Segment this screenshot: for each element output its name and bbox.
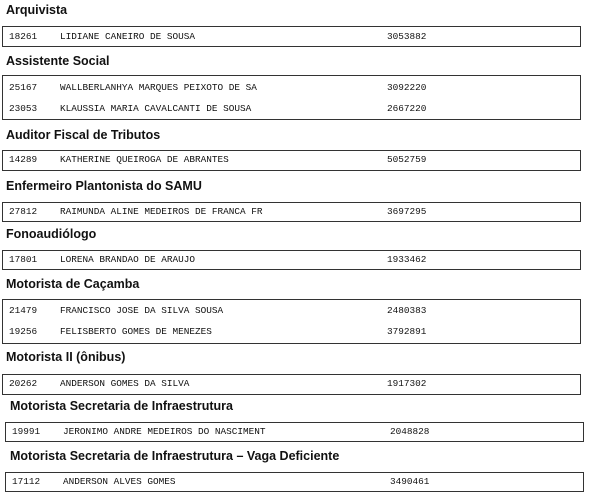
results-box-auditor-fiscal	[2, 150, 581, 171]
candidate-id: 23053	[9, 103, 38, 114]
results-box-enfermeiro-samu	[2, 202, 581, 222]
candidate-id: 19991	[12, 426, 41, 437]
section-title-arquivista: Arquivista	[6, 3, 68, 17]
results-box-motorista-onibus	[2, 374, 581, 395]
candidate-id: 20262	[9, 378, 38, 389]
candidate-number: 3092220	[387, 82, 427, 93]
candidate-name: KATHERINE QUEIROGA DE ABRANTES	[60, 154, 229, 165]
section-title-motorista-infraestrutura-deficiente: Motorista Secretaria de Infraestrutura – Vaga Deficiente	[10, 449, 340, 463]
section-title-assistente-social: Assistente Social	[6, 54, 110, 68]
results-box-assistente-social	[2, 75, 581, 120]
results-box-motorista-infraestrutura	[5, 422, 584, 442]
table-row	[3, 203, 580, 221]
candidate-number: 3490461	[390, 476, 430, 487]
candidate-name: LORENA BRANDAO DE ARAUJO	[60, 254, 196, 265]
candidate-number: 3697295	[387, 206, 427, 217]
candidate-name: KLAUSSIA MARIA CAVALCANTI DE SOUSA	[60, 103, 252, 114]
candidate-id: 27812	[9, 206, 38, 217]
candidate-name: JERONIMO ANDRE MEDEIROS DO NASCIMENT	[63, 426, 266, 437]
candidate-number: 1933462	[387, 254, 427, 265]
candidate-id: 18261	[9, 31, 38, 42]
candidate-name: ANDERSON GOMES DA SILVA	[60, 378, 190, 389]
table-row	[6, 423, 583, 441]
table-row	[6, 473, 583, 491]
table-row	[3, 251, 580, 269]
candidate-id: 14289	[9, 154, 38, 165]
table-row	[3, 28, 580, 46]
candidate-name: FRANCISCO JOSE DA SILVA SOUSA	[60, 305, 224, 316]
table-row	[3, 375, 580, 393]
candidate-id: 25167	[9, 82, 38, 93]
section-title-motorista-cacamba: Motorista de Caçamba	[6, 277, 140, 291]
candidate-number: 3053882	[387, 31, 427, 42]
table-row	[3, 100, 580, 118]
candidate-number: 1917302	[387, 378, 427, 389]
candidate-number: 5052759	[387, 154, 427, 165]
candidate-id: 19256	[9, 326, 38, 337]
table-row	[3, 151, 580, 169]
table-row	[3, 323, 580, 341]
section-title-enfermeiro-samu: Enfermeiro Plantonista do SAMU	[6, 179, 202, 193]
section-title-motorista-onibus: Motorista II (ônibus)	[6, 350, 126, 364]
results-box-arquivista	[2, 26, 581, 47]
results-box-motorista-infraestrutura-deficiente	[5, 472, 584, 492]
candidate-id: 17801	[9, 254, 38, 265]
table-row	[3, 302, 580, 320]
table-row	[3, 79, 580, 97]
candidate-name: RAIMUNDA ALINE MEDEIROS DE FRANCA FR	[60, 206, 263, 217]
candidate-name: LIDIANE CANEIRO DE SOUSA	[60, 31, 196, 42]
section-title-fonoaudiologo: Fonoaudiólogo	[6, 227, 97, 241]
candidate-number: 3792891	[387, 326, 427, 337]
section-title-auditor-fiscal: Auditor Fiscal de Tributos	[6, 128, 161, 142]
candidate-name: FELISBERTO GOMES DE MENEZES	[60, 326, 212, 337]
results-box-fonoaudiologo	[2, 250, 581, 270]
candidate-number: 2048828	[390, 426, 430, 437]
results-box-motorista-cacamba	[2, 299, 581, 344]
candidate-id: 17112	[12, 476, 41, 487]
candidate-id: 21479	[9, 305, 38, 316]
candidate-number: 2480383	[387, 305, 427, 316]
candidate-number: 2667220	[387, 103, 427, 114]
candidate-name: ANDERSON ALVES GOMES	[63, 476, 176, 487]
candidate-name: WALLBERLANHYA MARQUES PEIXOTO DE SA	[60, 82, 257, 93]
section-title-motorista-infraestrutura: Motorista Secretaria de Infraestrutura	[10, 399, 233, 413]
